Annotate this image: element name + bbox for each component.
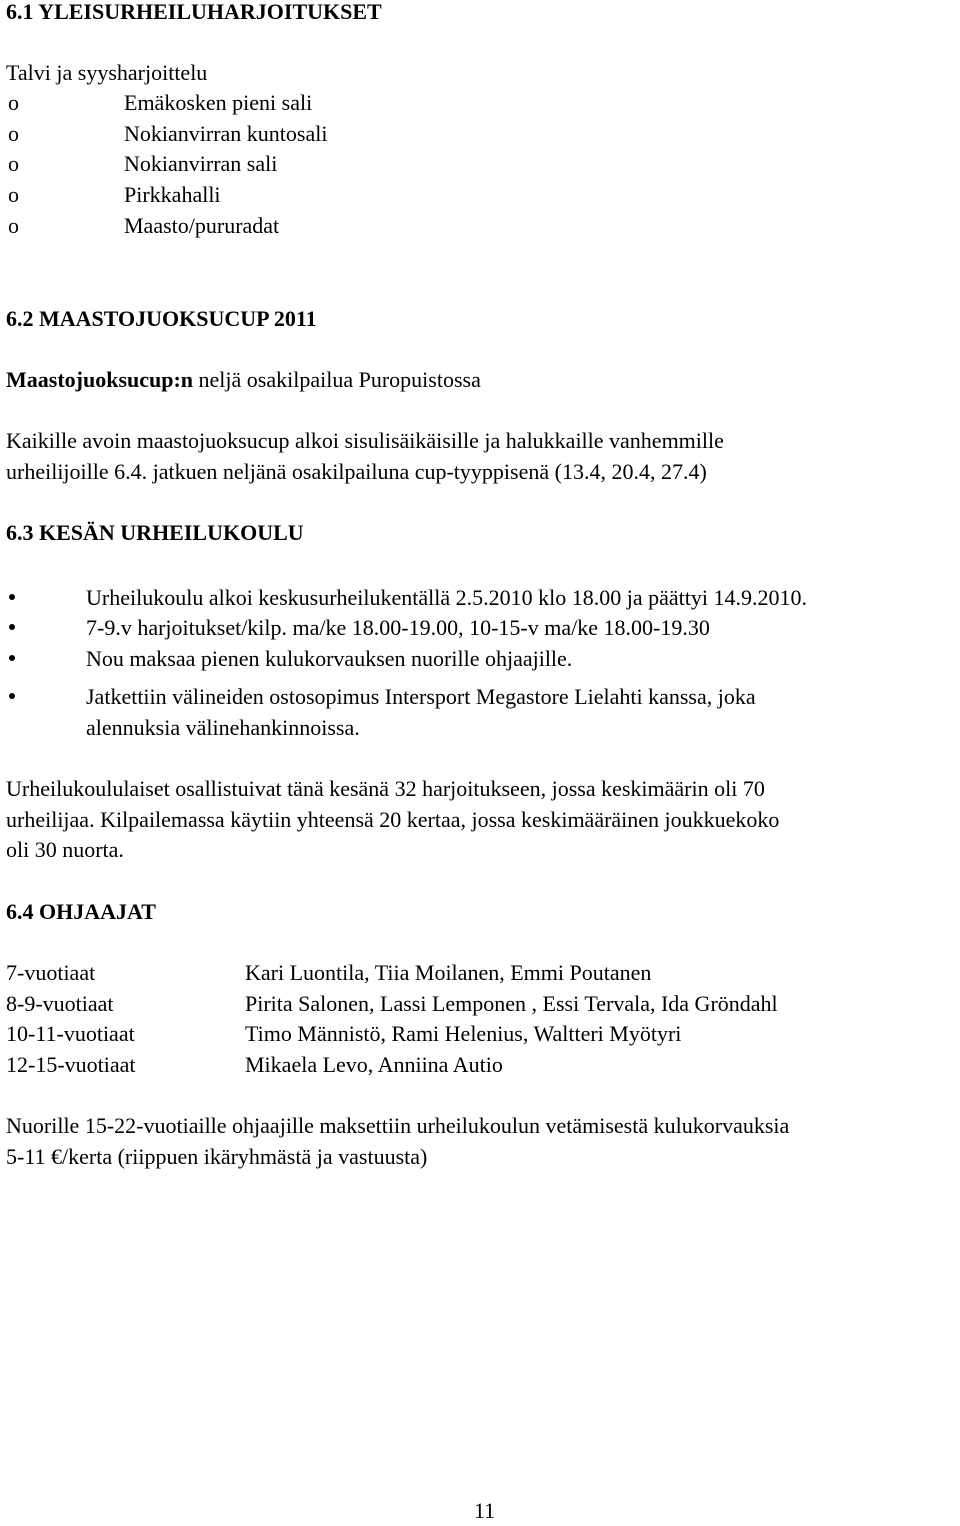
coach-names: Mikaela Levo, Anniina Autio <box>245 1052 503 1077</box>
list-item: o Pirkkahalli <box>8 179 221 210</box>
coach-note-line: Nuorille 15-22-vuotiaille ohjaajille maksettiin urheilukoulun vetämisestä kulukorvauksia <box>6 1113 790 1138</box>
list-item: o Emäkosken pieni sali <box>8 87 312 118</box>
cup-name: Maastojuoksucup:n <box>6 367 194 392</box>
coach-note-line: 5-11 €/kerta (riippuen ikäryhmästä ja vastuusta) <box>6 1144 428 1169</box>
school-paragraph-line: Urheilukoululaiset osallistuivat tänä kesänä 32 harjoitukseen, jossa keskimäärin oli 70 <box>6 776 765 801</box>
coach-names: Kari Luontila, Tiia Moilanen, Emmi Poutanen <box>245 960 652 985</box>
list-item: o Nokianvirran kuntosali <box>8 118 327 149</box>
list-item: o Maasto/pururadat <box>8 210 279 241</box>
cup-paragraph-line: urheilijoille 6.4. jatkuen neljänä osakilpailuna cup-tyyppisenä (13.4, 20.4, 27.4) <box>6 459 707 484</box>
school-paragraph-line: oli 30 nuorta. <box>6 837 124 862</box>
cup-paragraph-line: Kaikille avoin maastojuoksucup alkoi sisulisäikäisille ja halukkaille vanhemmille <box>6 428 724 453</box>
list-marker: o <box>8 121 19 146</box>
school-paragraph-line: urheilijaa. Kilpailemassa käytiin yhteensä 20 kertaa, jossa keskimääräinen joukkuekoko <box>6 807 780 832</box>
section-heading-6-4: 6.4 OHJAAJAT <box>6 899 156 924</box>
bullet-icon <box>9 693 15 699</box>
list-marker: o <box>8 151 19 176</box>
bullet-icon <box>9 655 15 661</box>
coach-names: Pirita Salonen, Lassi Lemponen , Essi Tervala, Ida Gröndahl <box>245 991 778 1016</box>
page-number: 11 <box>474 1498 496 1523</box>
list-marker: o <box>8 90 19 115</box>
list-marker: o <box>8 182 19 207</box>
age-group: 8-9-vuotiaat <box>6 991 114 1016</box>
age-group: 7-vuotiaat <box>6 960 96 985</box>
section-heading-6-1: 6.1 YLEISURHEILUHARJOITUKSET <box>6 0 382 24</box>
bullet-icon <box>9 594 15 600</box>
age-group: 10-11-vuotiaat <box>6 1021 135 1046</box>
age-group: 12-15-vuotiaat <box>6 1052 136 1077</box>
coach-names: Timo Männistö, Rami Helenius, Waltteri Myötyri <box>245 1021 682 1046</box>
section-heading-6-3: 6.3 KESÄN URHEILUKOULU <box>6 520 304 545</box>
training-intro: Talvi ja syysharjoittelu <box>6 60 208 85</box>
list-item: o Nokianvirran sali <box>8 148 277 179</box>
cup-summary: Maastojuoksucup:n neljä osakilpailua Puropuistossa <box>6 367 481 392</box>
list-marker: o <box>8 213 19 238</box>
section-heading-6-2: 6.2 MAASTOJUOKSUCUP 2011 <box>6 306 317 331</box>
document-page: 6.1 YLEISURHEILUHARJOITUKSET Talvi ja syysharjoittelu o Emäkosken pieni sali o Nokianvirran kuntosali o Nokianvirran sali o Pirkkahalli o Maasto/pururadat 6.2 MAASTOJUOKSUCUP 2011 Maastojuoksucup:n neljä osakilpailua Puropuistossa Kaikille avoin maastojuoksucup alkoi sisulisäikäisille ja halukkaille vanhemmille urheilijoille 6.4. jatkuen neljänä osakilpailuna cup-tyyppisenä (13.4, 20.4, 27.4) 6.3 KESÄN URHEILUKOULU Urheilukoulu alkoi keskusurheilukentällä 2.5.2010 klo 18.00 ja päättyi 14.9.2010. 7-9.v harjoitukset/kilp. ma/ke 18.00-19.00, 10-15-v ma/ke 18.00-19.30 Nou maksaa pienen kulukorvauksen nuorille ohjaajille. Jatkettiin välineiden ostosopimus Intersport Megastore Lielahti kanssa, joka alennuksia välinehankinnoissa. Urheilukoululaiset osallistuivat tänä kesänä 32 harjoitukseen, jossa keskimäärin oli 70 urheilijaa. Kilpailemassa käytiin yhteensä 20 kertaa, jossa keskimääräinen joukkuekoko oli 30 nuorta. 6.4 OHJAAJAT 7-vuotiaat Kari Luontila, Tiia Moilanen, Emmi Poutanen 8-9-vuotiaat Pirita Salonen, Lassi Lemponen , Essi Tervala, Ida Gröndahl 10-11-vuotiaat Timo Männistö, Rami Helenius, Waltteri Myötyri 12-15-vuotiaat Mikaela Levo, Anniina Autio Nuorille 15-22-vuotiaille ohjaajille maksettiin urheilukoulun vetämisestä kulukorvauksia 5-11 €/kerta (riippuen ikäryhmästä ja vastuusta) 11 <box>0 0 960 1521</box>
bullet-icon <box>9 624 15 630</box>
